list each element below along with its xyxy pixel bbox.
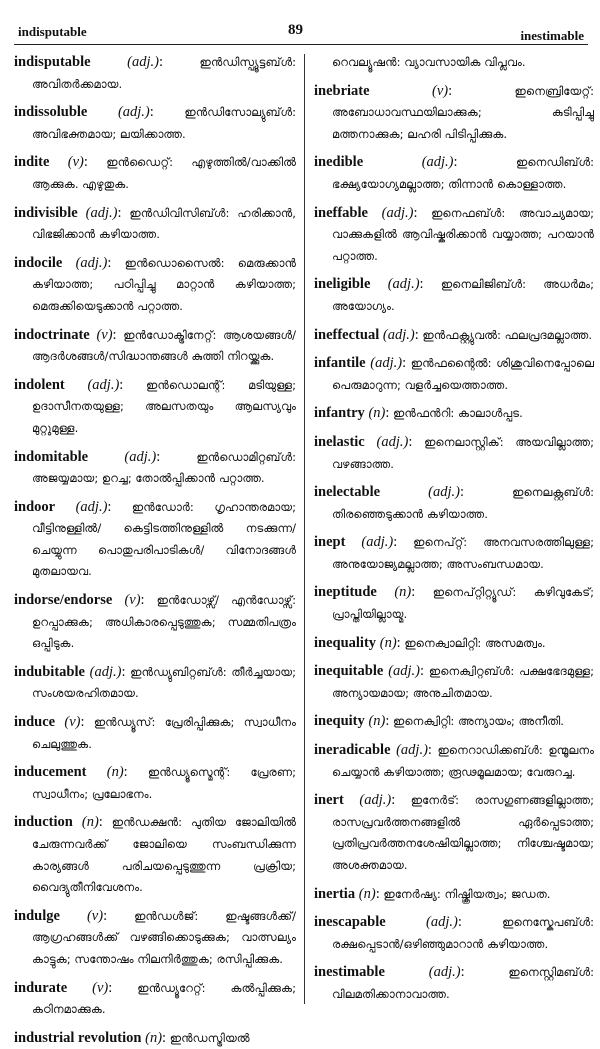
- entry-headword: indorse/endorse: [14, 592, 113, 609]
- dictionary-entry: ineptitude (n): ഇനെപ്റ്റിറ്റ്യൂഡ്: കഴിവുകേട്; പ്രാപ്തിയില്ലായ്മ.: [314, 584, 595, 622]
- entry-part-of-speech: (adj.): [370, 355, 403, 372]
- dictionary-entry: indivisible (adj.): ഇൻഡിവിസിബ്ൾ: ഹരിക്കാൻ, വിഭജിക്കാൻ കഴിയാത്ത.: [14, 204, 296, 242]
- entry-headword: inept: [314, 534, 346, 551]
- dictionary-entry: indorse/endorse (v): ഇൻഡോഴ്സ്/ എൻഡോഴ്സ്: ഉറപ്പാക്കുക; അധികാരപ്പെടുത്തുക; സമ്മതിപത്രം ഒപ്പിടുക.: [14, 592, 297, 651]
- entry-headword: indocile: [14, 254, 63, 271]
- entry-definition: റെവല്യൂഷൻ: വ്യാവസായിക വിപ്ലവം.: [332, 55, 526, 69]
- entry-headword: induce: [14, 714, 56, 731]
- header-first-word: indisputable: [18, 24, 87, 39]
- entry-part-of-speech: (adj.): [428, 484, 460, 501]
- dictionary-entry: industrial revolution (n): ഇൻഡസ്ട്രിയൽ: [14, 1029, 250, 1046]
- dictionary-entry: inelastic (adj.): ഇനെലാസ്റ്റിക്: അയവില്ലാത്ത; വഴങ്ങാത്ത.: [314, 433, 595, 471]
- entry-definition: ഇൻഡസ്ട്രിയൽ: [169, 1030, 250, 1045]
- entry-definition: ഇൻഡൊലന്റ്: മടിയുള്ള; ഉദാസീനതയുള്ള; അലസതയും ആലസ്യവും മുറ്റുമുള്ള.: [32, 377, 296, 435]
- entry-part-of-speech: (adj.): [87, 376, 120, 393]
- dictionary-entry: inequity (n): ഇനെക്വിറ്റി: അന്യായം; അനീതി.: [314, 713, 564, 730]
- entry-headword: ineradicable: [314, 742, 391, 759]
- entry-headword: indubitable: [14, 663, 85, 680]
- entry-headword: indurate: [14, 979, 68, 996]
- entry-part-of-speech: (n): [394, 584, 412, 601]
- entry-definition: ഇനെലക്റ്റബ്ൾ: തിരഞ്ഞെടുക്കാൻ കഴിയാത്ത.: [332, 485, 594, 521]
- entry-definition: ഇനെപ്റ്റിറ്റ്യൂഡ്: കഴിവുകേട്; പ്രാപ്തിയില്ലായ്മ.: [332, 585, 595, 622]
- entry-definition: ഇനെലിജിബ്ൾ: അധർമം; അയോഗ്യം.: [332, 277, 594, 313]
- entry-part-of-speech: (v): [96, 326, 113, 343]
- dictionary-entry: ineradicable (adj.): ഇനെറാഡിക്കബ്ൾ: ഉന്മൂലനം ചെയ്യാൻ കഴിയാത്ത; രൂഢമൂലമായ; വേരുറച്ച.: [314, 742, 595, 779]
- entry-headword: indite: [14, 154, 50, 171]
- entry-definition: ഇൻഡ്യൂസ്മെന്റ്: പ്രേരണ; സ്വാധീനം; പ്രലോഭനം.: [32, 765, 297, 801]
- entry-definition: ഇൻഡൾജ്: ഇഷ്ടങ്ങൾക്ക്/ആഗ്രഹങ്ങൾക്ക് വഴങ്ങിക്കൊടുക്കുക; വാത്സല്യം കാട്ടുക; സന്തോഷം നിലനിർത്തുക; രസിപ്പിക്കുക.: [32, 908, 297, 966]
- entry-definition: ഇനേർഷ്യ: നിഷ്ക്രിയത്വം; ജഡത.: [383, 886, 551, 901]
- entry-part-of-speech: (adj.): [428, 964, 461, 981]
- dictionary-entry: indoctrinate (v): ഇൻഡോക്ട്രിനേറ്റ്: ആശയങ്ങൾ/ആദർശങ്ങൾ/സിദ്ധാന്തങ്ങൾ കുത്തി നിറയ്ക്കുക.: [14, 326, 296, 364]
- entry-part-of-speech: (n): [106, 764, 124, 781]
- entry-headword: inebriate: [314, 82, 370, 99]
- dictionary-entry: infantile (adj.): ഇൻഫന്റൈൽ: ശിശുവിനെപ്പോലെ പെരുമാറുന്ന; വളർച്ചയെത്താത്ത.: [314, 355, 595, 392]
- entry-definition: ഇനെഡിബ്ൾ: ഭക്ഷ്യയോഗ്യമല്ലാത്ത; തിന്നാൻ കൊള്ളാത്ത.: [332, 155, 594, 191]
- entry-headword: ineligible: [314, 276, 371, 293]
- entry-headword: industrial revolution: [14, 1029, 142, 1046]
- page-header: [0, 0, 600, 48]
- entry-part-of-speech: (n): [81, 814, 99, 831]
- entry-part-of-speech: (n): [368, 405, 386, 422]
- entry-part-of-speech: (adj.): [75, 254, 108, 271]
- entry-definition: ഇനെക്വിറ്റബ്ൾ: പക്ഷഭേദമുള്ള; അന്യായമായ; അനുചിതമായ.: [332, 664, 594, 700]
- entry-headword: induction: [14, 814, 73, 831]
- entry-definition: ഇനെറാഡിക്കബ്ൾ: ഉന്മൂലനം ചെയ്യാൻ കഴിയാത്ത; രൂഢമൂലമായ; വേരുറച്ച.: [332, 743, 595, 779]
- dictionary-entry: indomitable (adj.): ഇൻഡൊമിറ്റബ്ൾ: അജയ്യമായ; ഉറച്ച; തോൽപ്പിക്കാൻ പറ്റാത്ത.: [14, 448, 297, 486]
- entry-headword: indoctrinate: [14, 326, 90, 343]
- entry-definition: ഇനെസ്കേപബ്ൾ: രക്ഷപ്പെടാൻ/ഒഴിഞ്ഞുമാറാൻ കഴിയാത്ത.: [332, 915, 595, 951]
- entry-definition: ഇനെക്വാലിറ്റി: അസമത്വം.: [404, 635, 546, 650]
- entry-definition: ഇനെഫബ്ൾ: അവാച്യമായ; വാക്കുകളിൽ ആവിഷ്കരിക്കാൻ വയ്യാത്ത; പറയാൻ പറ്റാത്ത.: [332, 205, 595, 263]
- entry-part-of-speech: (adj.): [381, 204, 414, 221]
- dictionary-entry: inelectable (adj.): ഇനെലക്റ്റബ്ൾ: തിരഞ്ഞെടുക്കാൻ കഴിയാത്ത.: [314, 484, 594, 521]
- entry-headword: infantry: [314, 405, 365, 422]
- entry-definition: ഇൻഡിസോല്യുബ്ൾ: അവിഭക്തമായ; ലയിക്കാത്ത.: [32, 105, 297, 141]
- entry-definition: ഇൻഫക്റ്റ്യുവൽ: ഫലപ്രദമല്ലാത്ത.: [422, 327, 593, 342]
- entry-definition: ഇനെസ്റ്റിമബ്ൾ: വിലമതിക്കാനാവാത്ത.: [332, 965, 594, 1001]
- dictionary-entry: indubitable (adj.): ഇൻഡ്യുബിറ്റബ്ൾ: തീർച്ചയായ; സംശയരഹിതമായ.: [14, 663, 296, 701]
- entry-part-of-speech: (adj.): [127, 54, 159, 70]
- dictionary-entry: indurate (v): ഇൻഡ്യൂറേറ്റ്: കൽപ്പിക്കുക; കഠിനമാക്കുക.: [14, 979, 297, 1017]
- entry-part-of-speech: (adj.): [359, 792, 392, 809]
- entry-part-of-speech: (adj.): [117, 104, 150, 121]
- entry-definition: ഇൻഡിസ്പ്യൂട്ടബ്ൾ: അവിതർക്കമായ.: [32, 55, 296, 91]
- entry-part-of-speech: (adj.): [85, 204, 118, 221]
- entry-headword: indisputable: [14, 54, 91, 70]
- entry-definition: ഇനേർട്: രാസഗുണങ്ങളില്ലാത്ത; രാസപ്രവർത്തനങ്ങളിൽ ഏർപ്പെടാത്ത; പ്രതിപ്രവർത്തനശേഷിയില്ലാത്ത; നിശ്ചേഷ്ടമായ; അശക്തമായ.: [332, 793, 594, 872]
- header-rule: [14, 44, 588, 45]
- entry-definition: ഇനെലാസ്റ്റിക്: അയവില്ലാത്ത; വഴങ്ങാത്ത.: [332, 434, 595, 471]
- entry-headword: ineffable: [314, 204, 368, 221]
- entry-definition: ഇൻഡോഴ്സ്/ എൻഡോഴ്സ്: ഉറപ്പാക്കുക; അധികാരപ്പെടുത്തുക; സമ്മതിപത്രം ഒപ്പിടുക.: [32, 593, 297, 651]
- dictionary-entry: inequitable (adj.): ഇനെക്വിറ്റബ്ൾ: പക്ഷഭേദമുള്ള; അന്യായമായ; അനുചിതമായ.: [314, 663, 594, 700]
- entry-part-of-speech: (v): [432, 82, 449, 99]
- entry-definition: ഇനെബ്രിയേറ്റ്: അബോധാവസ്ഥയിലാക്കുക; കുടിപ്പിച്ചു മത്തനാക്കുക; ലഹരി പിടിപ്പിക്കുക.: [332, 83, 595, 141]
- dictionary-entry: indoor (adj.): ഇൻഡോർ: ഗൃഹാന്തരമായ; വീട്ടിനുള്ളിൽ/ കെട്ടിടത്തിനുള്ളിൽ നടക്കുന്ന/ ചെയ്യുന്ന പൊതുപരിപാടികൾ/ വിനോദങ്ങൾ മുതലായവ.: [14, 498, 297, 579]
- dictionary-entry: ineligible (adj.): ഇനെലിജിബ്ൾ: അധർമം; അയോഗ്യം.: [314, 276, 594, 313]
- dictionary-entry: inedible (adj.): ഇനെഡിബ്ൾ: ഭക്ഷ്യയോഗ്യമല്ലാത്ത; തിന്നാൻ കൊള്ളാത്ത.: [314, 154, 594, 191]
- entry-part-of-speech: (n): [358, 885, 376, 902]
- left-column: [14, 52, 297, 1046]
- entry-part-of-speech: (v): [92, 979, 109, 996]
- entry-definition: ഇൻഡ്യൂറേറ്റ്: കൽപ്പിക്കുക; കഠിനമാക്കുക.: [32, 980, 297, 1017]
- entry-headword: infantile: [314, 355, 366, 372]
- dictionary-entry: indolent (adj.): ഇൻഡൊലന്റ്: മടിയുള്ള; ഉദാസീനതയുള്ള; അലസതയും ആലസ്യവും മുറ്റുമുള്ള.: [14, 376, 296, 435]
- entry-part-of-speech: (adj.): [124, 448, 157, 465]
- dictionary-entry: indisputable (adj.): ഇൻഡിസ്പ്യൂട്ടബ്ൾ: അവിതർക്കമായ.: [14, 54, 296, 91]
- dictionary-entry: inestimable (adj.): ഇനെസ്റ്റിമബ്ൾ: വിലമതിക്കാനാവാത്ത.: [314, 964, 594, 1001]
- entry-headword: indivisible: [14, 204, 78, 221]
- dictionary-entry: inert (adj.): ഇനേർട്: രാസഗുണങ്ങളില്ലാത്ത; രാസപ്രവർത്തനങ്ങളിൽ ഏർപ്പെടാത്ത; പ്രതിപ്രവർത്തനശേഷിയില്ലാത്ത; നിശ്ചേഷ്ടമായ; അശക്തമായ.: [314, 792, 594, 872]
- entry-part-of-speech: (v): [124, 592, 141, 609]
- entry-headword: ineffectual: [314, 326, 380, 343]
- entry-definition: ഇൻഡൈറ്റ്: എഴുത്തിൽ/വാക്കിൽ ആക്കുക. എഴുതുക.: [32, 155, 296, 191]
- entry-definition: ഇൻഡൊമിറ്റബ്ൾ: അജയ്യമായ; ഉറച്ച; തോൽപ്പിക്കാൻ പറ്റാത്ത.: [32, 449, 297, 486]
- entry-definition: ഇൻഫന്റൈൽ: ശിശുവിനെപ്പോലെ പെരുമാറുന്ന; വളർച്ചയെത്താത്ത.: [332, 356, 595, 392]
- entry-definition: ഇനെപ്റ്റ്: അനവസരത്തിലുള്ള; അനുയോജ്യമല്ലാത്ത; അസംബന്ധമായ.: [332, 535, 594, 571]
- entry-part-of-speech: (adj.): [361, 534, 394, 551]
- dictionary-entry: induction (n): ഇൻഡക്ഷൻ: പുതിയ ജോലിയിൽ ചേരുന്നവർക്ക് ജോലിയെ സംബന്ധിക്കുന്ന കാര്യങ്ങൾ പരിചയപ്പെടുത്തുന്ന പ്രക്രിയ; വൈദ്യുതീനിവേശനം.: [14, 814, 297, 895]
- entry-definition: ഇൻഡൊസൈൽ: മെരുക്കാൻ കഴിയാത്ത; പഠിപ്പിച്ചു മാറ്റാൻ കഴിയാത്ത; മെരുക്കിയെടുക്കാൻ പറ്റാത്ത.: [32, 255, 296, 313]
- entry-definition: ഇൻഡിവിസിബ്ൾ: ഹരിക്കാൻ, വിഭജിക്കാൻ കഴിയാത്ത.: [32, 205, 296, 242]
- dictionary-entry: inept (adj.): ഇനെപ്റ്റ്: അനവസരത്തിലുള്ള; അനുയോജ്യമല്ലാത്ത; അസംബന്ധമായ.: [314, 534, 594, 571]
- entry-definition: ഇൻഫൻറി: കാലാൾപ്പട.: [393, 406, 523, 421]
- dictionary-entry: indocile (adj.): ഇൻഡൊസൈൽ: മെരുക്കാൻ കഴിയാത്ത; പഠിപ്പിച്ചു മാറ്റാൻ കഴിയാത്ത; മെരുക്കിയെടുക്കാൻ പറ്റാത്ത.: [14, 254, 296, 313]
- entry-part-of-speech: (adj.): [396, 742, 428, 759]
- entry-part-of-speech: (v): [67, 154, 84, 171]
- entry-part-of-speech: (adj.): [376, 433, 409, 450]
- entry-definition: ഇൻഡോർ: ഗൃഹാന്തരമായ; വീട്ടിനുള്ളിൽ/ കെട്ടിടത്തിനുള്ളിൽ നടക്കുന്ന/ ചെയ്യുന്ന പൊതുപരിപാടികൾ/ വിനോദങ്ങൾ മുതലായവ.: [32, 499, 297, 579]
- dictionary-entry: induce (v): ഇൻഡ്യൂസ്: പ്രേരിപ്പിക്കുക; സ്വാധീനം ചെലുത്തുക.: [14, 714, 297, 751]
- entry-headword: inequitable: [314, 663, 384, 680]
- entry-part-of-speech: (n): [368, 713, 386, 730]
- entry-part-of-speech: (v): [86, 907, 104, 924]
- entry-headword: inducement: [14, 764, 87, 781]
- entry-part-of-speech: (adj.): [89, 663, 122, 680]
- dictionary-entry: inescapable (adj.): ഇനെസ്കേപബ്ൾ: രക്ഷപ്പെടാൻ/ഒഴിഞ്ഞുമാറാൻ കഴിയാത്ത.: [314, 914, 595, 951]
- entry-headword: indissoluble: [14, 104, 88, 121]
- header-last-word: inestimable: [520, 28, 584, 43]
- entry-headword: inelectable: [314, 484, 381, 501]
- entry-part-of-speech: (adj.): [75, 498, 108, 515]
- dictionary-entry: ineffable (adj.): ഇനെഫബ്ൾ: അവാച്യമായ; വാക്കുകളിൽ ആവിഷ്കരിക്കാൻ വയ്യാത്ത; പറയാൻ പറ്റാത്ത.: [314, 204, 595, 263]
- dictionary-entry: inequality (n): ഇനെക്വാലിറ്റി: അസമത്വം.: [314, 634, 546, 651]
- dictionary-entry: inebriate (v): ഇനെബ്രിയേറ്റ്: അബോധാവസ്ഥയിലാക്കുക; കുടിപ്പിച്ചു മത്തനാക്കുക; ലഹരി പിടിപ്പിക്കുക.: [314, 82, 595, 141]
- entry-definition: ഇൻഡോക്ട്രിനേറ്റ്: ആശയങ്ങൾ/ആദർശങ്ങൾ/സിദ്ധാന്തങ്ങൾ കുത്തി നിറയ്ക്കുക.: [32, 327, 296, 364]
- dictionary-entry: indite (v): ഇൻഡൈറ്റ്: എഴുത്തിൽ/വാക്കിൽ ആക്കുക. എഴുതുക.: [14, 154, 296, 191]
- dictionary-entry: ineffectual (adj.): ഇൻഫക്റ്റ്യുവൽ: ഫലപ്രദമല്ലാത്ത.: [314, 326, 593, 343]
- dictionary-entry: [314, 52, 594, 74]
- entry-headword: indomitable: [14, 448, 89, 465]
- entry-part-of-speech: (adj.): [382, 326, 415, 343]
- entry-headword: indolent: [14, 376, 65, 393]
- entry-headword: indoor: [14, 498, 56, 515]
- entry-headword: inertia: [314, 885, 356, 902]
- entry-definition: ഇൻഡക്ഷൻ: പുതിയ ജോലിയിൽ ചേരുന്നവർക്ക് ജോലിയെ സംബന്ധിക്കുന്ന കാര്യങ്ങൾ പരിചയപ്പെടുത്തുന്ന പ്രക്രിയ; വൈദ്യുതീനിവേശനം.: [32, 815, 297, 895]
- entry-headword: ineptitude: [314, 584, 377, 601]
- right-column: [314, 52, 594, 1008]
- entry-headword: inedible: [314, 154, 364, 171]
- dictionary-entry: inertia (n): ഇനേർഷ്യ: നിഷ്ക്രിയത്വം; ജഡത.: [314, 885, 551, 902]
- dictionary-entry: inducement (n): ഇൻഡ്യൂസ്മെന്റ്: പ്രേരണ; സ്വാധീനം; പ്രലോഭനം.: [14, 764, 297, 801]
- dictionary-entry: indissoluble (adj.): ഇൻഡിസോല്യുബ്ൾ: അവിഭക്തമായ; ലയിക്കാത്ത.: [14, 104, 297, 141]
- entry-headword: inelastic: [314, 433, 365, 450]
- entry-part-of-speech: (v): [64, 714, 81, 731]
- entry-definition: ഇൻഡ്യുബിറ്റബ്ൾ: തീർച്ചയായ; സംശയരഹിതമായ.: [32, 664, 296, 701]
- entry-headword: inequality: [314, 634, 377, 651]
- entry-headword: indulge: [14, 907, 60, 924]
- page-number: 89: [288, 22, 303, 38]
- entry-definition: ഇനെക്വിറ്റി: അന്യായം; അനീതി.: [393, 714, 564, 729]
- entry-part-of-speech: (adj.): [421, 154, 454, 171]
- entry-headword: inescapable: [314, 914, 386, 931]
- dictionary-entry: indulge (v): ഇൻഡൾജ്: ഇഷ്ടങ്ങൾക്ക്/ആഗ്രഹങ്ങൾക്ക് വഴങ്ങിക്കൊടുക്കുക; വാത്സല്യം കാട്ടുക; സന്തോഷം നിലനിർത്തുക; രസിപ്പിക്കുക.: [14, 907, 297, 966]
- entry-part-of-speech: (n): [379, 634, 397, 651]
- entry-part-of-speech: (adj.): [388, 663, 421, 680]
- entry-part-of-speech: (n): [145, 1029, 163, 1046]
- entry-part-of-speech: (adj.): [387, 276, 420, 293]
- entry-headword: inequity: [314, 713, 365, 730]
- dictionary-entry: infantry (n): ഇൻഫൻറി: കാലാൾപ്പട.: [314, 405, 523, 422]
- entry-headword: inestimable: [314, 964, 385, 981]
- column-divider: [304, 54, 305, 1004]
- entry-part-of-speech: (adj.): [426, 914, 458, 931]
- entry-definition: ഇൻഡ്യൂസ്: പ്രേരിപ്പിക്കുക; സ്വാധീനം ചെലുത്തുക.: [32, 715, 297, 751]
- entry-headword: inert: [314, 792, 344, 809]
